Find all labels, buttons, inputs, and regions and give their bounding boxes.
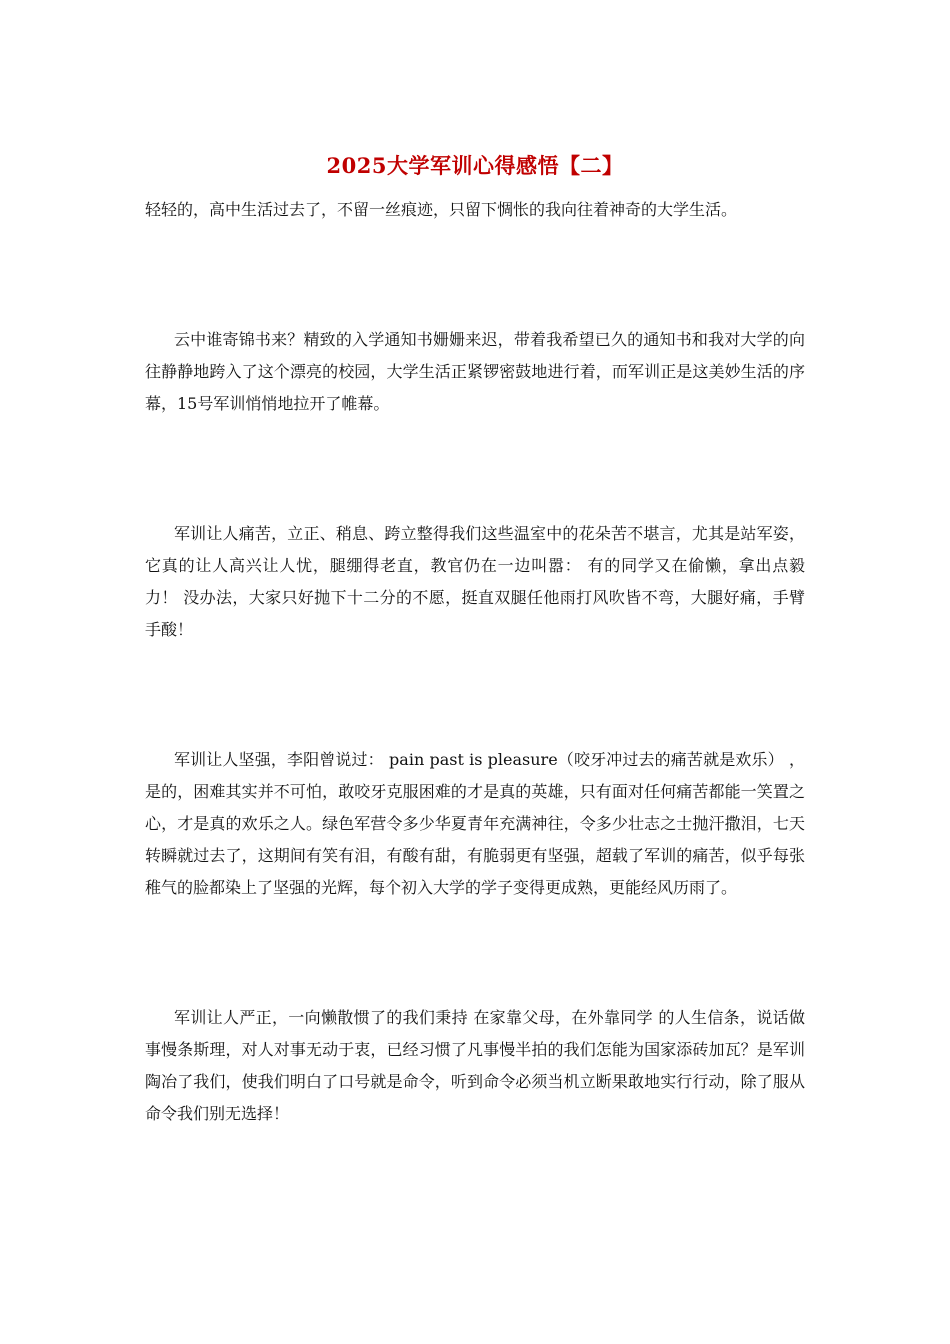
paragraph-1: 轻轻的，高中生活过去了，不留一丝痕迹，只留下惆怅的我向往着神奇的大学生活。 [145, 200, 738, 219]
document-body [145, 194, 805, 1130]
paragraph-spacer [145, 226, 805, 324]
paragraph-5: 军训让人严正，一向懒散惯了的我们秉持 在家靠父母，在外靠同学 的人生信条，说话做事慢条斯理，对人对事无动于衷，已经习惯了凡事慢半拍的我们怎能为国家添砖加瓦？是军训陶冶了我们，使我们明白了口号就是命令，听到命令必须当机立断果敢地实行行动，除了服从命令我们别无选择！ [145, 1008, 805, 1123]
paragraph-spacer [145, 646, 805, 744]
paragraph-3: 军训让人痛苦，立正、稍息、跨立整得我们这些温室中的花朵苦不堪言，尤其是站军姿，它真的让人高兴让人忧，腿绷得老直，教官仍在一边叫嚣： 有的同学又在偷懒，拿出点毅力！ 没办法，大家只好抛下十二分的不愿，挺直双腿任他雨打风吹皆不弯，大腿好痛，手臂手酸！ [145, 524, 805, 639]
paragraph-4: 军训让人坚强，李阳曾说过： pain past is pleasure（咬牙冲过去的痛苦就是欢乐） ，是的，困难其实并不可怕，敢咬牙克服困难的才是真的英雄，只有面对任何痛苦都能一笑置之心，才是真的欢乐之人。绿色军营令多少华夏青年充满神往，令多少壮志之士抛汗撒泪，七天转瞬就过去了，这期间有笑有泪，有酸有甜，有脆弱更有坚强，超载了军训的痛苦，似乎每张稚气的脸都染上了坚强的光辉，每个初入大学的学子变得更成熟，更能经风历雨了。 [145, 750, 805, 897]
paragraph-spacer [145, 420, 805, 518]
paragraph-spacer [145, 904, 805, 1002]
paragraph-2: 云中谁寄锦书来？精致的入学通知书姗姗来迟，带着我希望已久的通知书和我对大学的向往静静地跨入了这个漂亮的校园，大学生活正紧锣密鼓地进行着，而军训正是这美妙生活的序幕，15号军训悄悄地拉开了帷幕。 [145, 330, 805, 413]
document-title: 2025大学军训心得感悟【二】 [326, 153, 624, 178]
